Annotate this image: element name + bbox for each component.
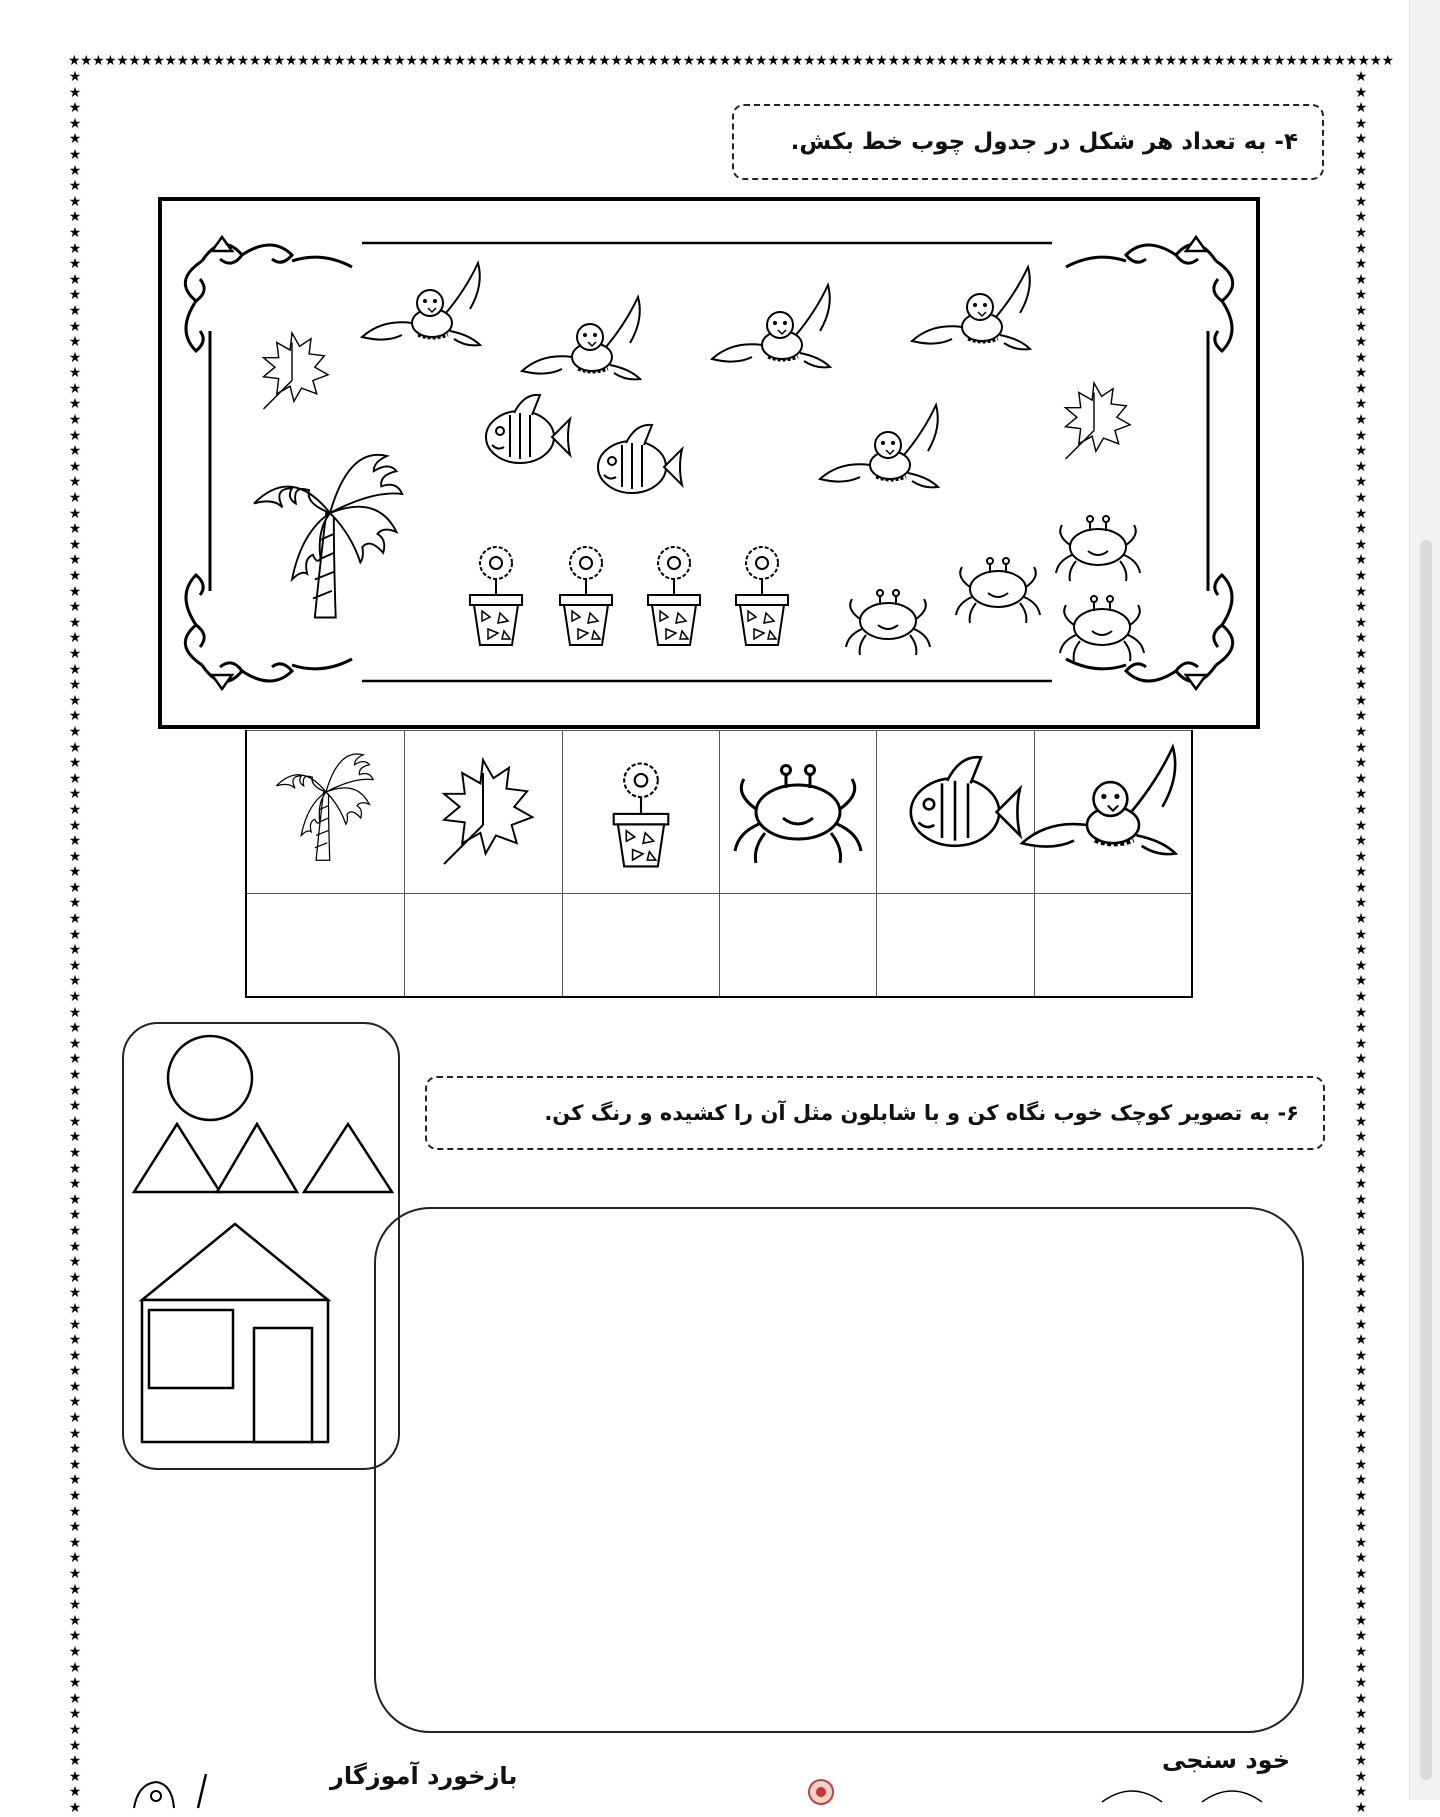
flower-pot-icon — [736, 547, 788, 645]
table-header-cell — [719, 730, 876, 893]
triangle-shape — [304, 1124, 392, 1192]
flower-stamp-icon — [796, 1770, 846, 1800]
fish-icon — [895, 742, 1015, 882]
leaf-icon — [1066, 383, 1131, 459]
palm-tree-icon — [266, 742, 386, 882]
question-4-text: ۴- به تعداد هر شکل در جدول چوب خط بکش. — [790, 128, 1298, 155]
bird-icon — [712, 285, 830, 367]
teacher-feedback-label: بازخورد آموزگار — [330, 1762, 518, 1790]
tally-answer-cell[interactable] — [1034, 893, 1191, 996]
tally-answer-cell[interactable] — [404, 893, 561, 996]
question-6-box — [425, 1076, 1325, 1150]
crab-icon — [956, 558, 1040, 623]
bird-icon — [912, 267, 1030, 349]
flower-pot-icon — [470, 547, 522, 645]
self-assessment-circles — [1092, 1784, 1292, 1804]
bird-icon — [1043, 742, 1183, 882]
star-border-right: ★★★★★★★★★★★★★★★★★★★★★★★★★★★★★★★★★★★★★★★★★★★★★★★★★★★★★★★★★★★★★★★★★★★★★★★★★★★★★★★★★★★★★★★★★★★★★★★★★★★★★★★★★★★★★★★★ — [1354, 69, 1368, 1816]
scrollbar-thumb[interactable] — [1420, 540, 1432, 1780]
table-header-cell — [562, 730, 719, 893]
bird-icon — [820, 405, 938, 487]
crab-icon — [1056, 516, 1140, 581]
triangle-shape — [134, 1124, 220, 1192]
table-header-cell — [404, 730, 561, 893]
tally-answer-cell[interactable] — [719, 893, 876, 996]
table-header-cell — [247, 730, 404, 893]
fish-icon — [598, 425, 682, 493]
star-border-left: ★★★★★★★★★★★★★★★★★★★★★★★★★★★★★★★★★★★★★★★★★★★★★★★★★★★★★★★★★★★★★★★★★★★★★★★★★★★★★★★★★★★★★★★★★★★★★★★★★★★★★★★★★★★★★★★★ — [68, 69, 82, 1816]
house-doodle-icon — [128, 1770, 228, 1810]
star-border-top: ★★★★★★★★★★★★★★★★★★★★★★★★★★★★★★★★★★★★★★★★★★★★★★★★★★★★★★★★★★★★★★★★★★★★★★★★★★★★★★★★★★★★★★★★★★★★★★★★★★★★★★★★★★★★★★ — [68, 53, 1394, 69]
table-header-cell — [876, 730, 1033, 893]
tally-table — [245, 730, 1193, 998]
leaf-icon — [264, 333, 329, 409]
flower-pot-icon — [560, 547, 612, 645]
scrollbar[interactable] — [1409, 0, 1440, 1800]
crab-icon — [846, 590, 930, 655]
flower-pot-icon — [648, 547, 700, 645]
scene-frame — [158, 197, 1260, 729]
self-assessment-label: خود سنجی — [1162, 1746, 1290, 1774]
drawing-area[interactable] — [374, 1207, 1304, 1733]
question-4-box — [732, 104, 1324, 180]
palm-tree-icon — [254, 455, 402, 618]
crab-icon — [1060, 596, 1144, 661]
table-header-cell — [1034, 730, 1191, 893]
flower-pot-icon — [581, 742, 701, 882]
tally-answer-cell[interactable] — [562, 893, 719, 996]
house-roof-shape — [142, 1224, 328, 1300]
leaf-icon — [423, 742, 543, 882]
fish-icon — [486, 395, 570, 463]
tally-answer-cell[interactable] — [247, 893, 404, 996]
triangle-shape — [217, 1124, 297, 1192]
bird-icon — [362, 263, 480, 345]
door-shape — [254, 1328, 312, 1442]
circle-shape — [168, 1036, 252, 1120]
template-picture-card — [122, 1022, 400, 1470]
bird-icon — [522, 297, 640, 379]
crab-icon — [738, 742, 858, 882]
question-6-text: ۶- به تصویر کوچک خوب نگاه کن و با شابلون مثل آن را کشیده و رنگ کن. — [544, 1100, 1299, 1125]
window-shape — [149, 1310, 233, 1388]
tally-answer-cell[interactable] — [876, 893, 1033, 996]
